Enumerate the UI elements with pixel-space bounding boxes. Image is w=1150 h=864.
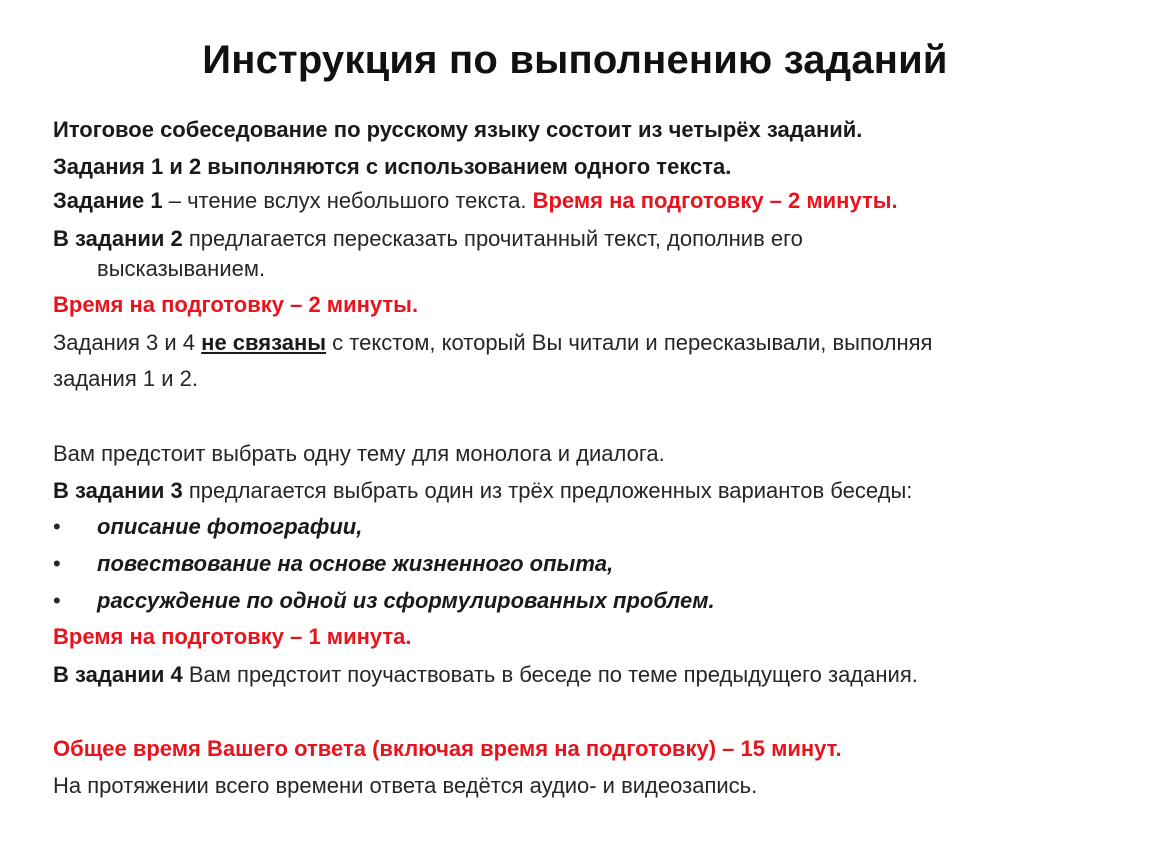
task3-option-2: повествование на основе жизненного опыта, — [97, 551, 614, 576]
tasks34-suffix: с текстом, который Вы читали и пересказывали, выполняя — [326, 330, 933, 355]
task2-line — [53, 224, 1123, 254]
task3-option-1: описание фотографии, — [97, 514, 363, 539]
page-title: Инструкция по выполнению заданий — [202, 38, 948, 82]
task3-time: Время на подготовку – 1 минута. — [53, 624, 412, 649]
task1-label: Задание 1 — [53, 188, 163, 213]
choose-topic-line: Вам предстоит выбрать одну тему для монолога и диалога. — [53, 441, 665, 466]
task1-line — [53, 186, 1123, 216]
task3-line — [53, 476, 1123, 506]
tasks34-line — [53, 328, 1123, 358]
bullet-1: • — [53, 514, 61, 539]
task2-text: предлагается пересказать прочитанный текст, дополнив его — [182, 226, 803, 251]
bullet-3: • — [53, 588, 61, 613]
task4-label: В задании 4 — [53, 662, 183, 687]
task4-text: Вам предстоит поучаствовать в беседе по теме предыдущего задания. — [182, 662, 918, 687]
task3-option-3: рассуждение по одной из сформулированных проблем. — [97, 588, 715, 613]
task1-text: – чтение вслух небольшого текста. — [162, 188, 533, 213]
tasks34-line-cont: задания 1 и 2. — [53, 366, 198, 391]
task2-time: Время на подготовку – 2 минуты. — [53, 292, 419, 317]
task4-line — [53, 660, 1123, 690]
task2-label: В задании 2 — [53, 226, 183, 251]
task3-text: предлагается выбрать один из трёх предложенных вариантов беседы: — [182, 478, 913, 503]
intro-line-1: Итоговое собеседование по русскому языку состоит из четырёх заданий. — [53, 117, 863, 142]
total-time: Общее время Вашего ответа (включая время на подготовку) – 15 минут. — [53, 736, 842, 761]
task2-line-cont: высказыванием. — [97, 256, 266, 281]
recording-note: На протяжении всего времени ответа ведётся аудио- и видеозапись. — [53, 773, 758, 798]
task1-time: Время на подготовку – 2 минуты. — [532, 188, 898, 213]
tasks34-prefix: Задания 3 и 4 — [53, 330, 202, 355]
tasks34-emphasis: не связаны — [201, 330, 327, 355]
task3-label: В задании 3 — [53, 478, 183, 503]
bullet-2: • — [53, 551, 61, 576]
intro-line-2: Задания 1 и 2 выполняются с использованием одного текста. — [53, 154, 732, 179]
